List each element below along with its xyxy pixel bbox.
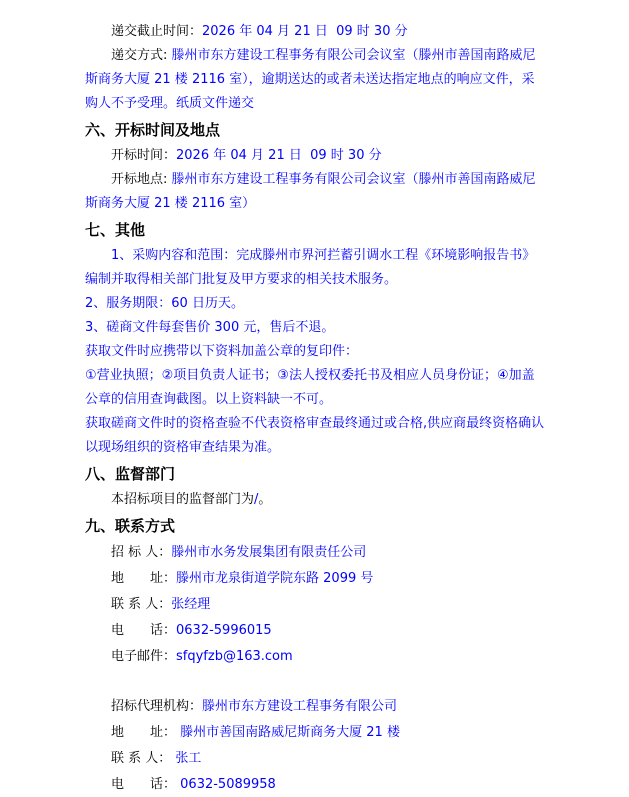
tenderer-contact-person-value: 张经理 bbox=[171, 597, 211, 612]
agency-phone-label: 电 话： bbox=[111, 777, 177, 792]
tenderer-line bbox=[85, 541, 545, 565]
tenderer-phone-line bbox=[85, 619, 545, 643]
supervision-dept-label: 本招标项目的监督部门为 bbox=[111, 492, 255, 507]
tenderer-label: 招 标 人： bbox=[111, 545, 172, 560]
agency-name-label: 招标代理机构： bbox=[111, 699, 203, 714]
bid-opening-time-value: 2026 年 04 月 21 日 09 时 30 分 bbox=[176, 148, 382, 163]
agency-address-line bbox=[85, 721, 545, 745]
agency-contact-person-value: 张工 bbox=[171, 751, 202, 766]
submission-method-label: 递交方式: bbox=[111, 48, 168, 63]
bid-opening-place-line bbox=[85, 168, 545, 216]
supervision-dept-value: / bbox=[254, 492, 259, 507]
tenderer-email-value: sfqyfzb@163.com bbox=[176, 649, 293, 664]
agency-address-value: 滕州市善国南路威尼斯商务大厦 21 楼 bbox=[176, 725, 400, 740]
tenderer-email-label: 电子邮件： bbox=[111, 649, 177, 664]
agency-address-label: 地 址： bbox=[111, 725, 177, 740]
tenderer-phone-label: 电 话： bbox=[111, 623, 177, 638]
blank-line-spacer bbox=[85, 671, 545, 693]
submission-deadline-value: 2026 年 04 月 21 日 09 时 30 分 bbox=[202, 24, 408, 39]
other-item-1: 1、采购内容和范围：完成滕州市界河拦蓄引调水工程《环境影响报告书》编制并取得相关部门批复及甲方要求的相关技术服务。 bbox=[85, 248, 536, 287]
supervision-dept-suffix: 。 bbox=[258, 492, 272, 507]
section-heading-supervision: 八、监督部门 bbox=[85, 465, 176, 483]
agency-name-value: 滕州市东方建设工程事务有限公司 bbox=[202, 699, 398, 714]
submission-method-value: 滕州市东方建设工程事务有限公司会议室（滕州市善国南路威尼斯商务大厦 21 楼 2116 室），逾期送达的或者未送达指定地点的响应文件，采购人不予受理。纸质文件递交 bbox=[85, 48, 536, 111]
bid-opening-time-label: 开标时间： bbox=[111, 148, 177, 163]
other-item-2-service-period: 2、服务期限：60 日历天。 bbox=[85, 296, 244, 311]
agency-contact-person-line bbox=[85, 747, 545, 771]
other-required-materials-list: ①营业执照；②项目负责人证书；③法人授权委托书及相应人员身份证；④加盖公章的信用查询截图。以上资料缺一不可。 bbox=[85, 368, 535, 407]
other-item-3-document-price: 3、磋商文件每套售价 300 元，售后不退。 bbox=[85, 320, 335, 335]
other-required-materials-intro: 获取文件时应携带以下资料加盖公章的复印件： bbox=[85, 344, 359, 359]
submission-deadline-line bbox=[85, 20, 545, 44]
agency-name-line bbox=[85, 695, 545, 719]
agency-contact-person-label: 联 系 人： bbox=[111, 751, 172, 766]
tenderer-contact-person-label: 联 系 人： bbox=[111, 597, 172, 612]
bid-opening-place-value: 滕州市东方建设工程事务有限公司会议室（滕州市善国南路威尼斯商务大厦 21 楼 2116 室） bbox=[85, 172, 536, 211]
submission-method-line bbox=[85, 44, 545, 116]
tenderer-address-line bbox=[85, 567, 545, 591]
bid-opening-time-line bbox=[85, 144, 545, 168]
bid-opening-place-label: 开标地点: bbox=[111, 172, 168, 187]
section-heading-bid-opening: 六、开标时间及地点 bbox=[85, 121, 221, 139]
agency-phone-line bbox=[85, 773, 545, 797]
tenderer-contact-person-line bbox=[85, 593, 545, 617]
tenderer-phone-value: 0632-5996015 bbox=[176, 623, 272, 638]
tenderer-address-value: 滕州市龙泉街道学院东路 2099 号 bbox=[176, 571, 374, 586]
tenderer-email-line bbox=[85, 645, 545, 669]
tenderer-value: 滕州市水务发展集团有限责任公司 bbox=[171, 545, 367, 560]
agency-phone-value: 0632-5089958 bbox=[176, 777, 276, 792]
submission-deadline-label: 递交截止时间： bbox=[111, 24, 203, 39]
tenderer-address-label: 地 址： bbox=[111, 571, 177, 586]
supervision-dept-line bbox=[85, 488, 545, 512]
section-heading-other: 七、其他 bbox=[85, 221, 146, 239]
other-qualification-note: 获取磋商文件时的资格查验不代表资格审查最终通过或合格,供应商最终资格确认以现场组织的资格审查结果为准。 bbox=[85, 416, 545, 455]
section-heading-contact: 九、联系方式 bbox=[85, 517, 176, 535]
